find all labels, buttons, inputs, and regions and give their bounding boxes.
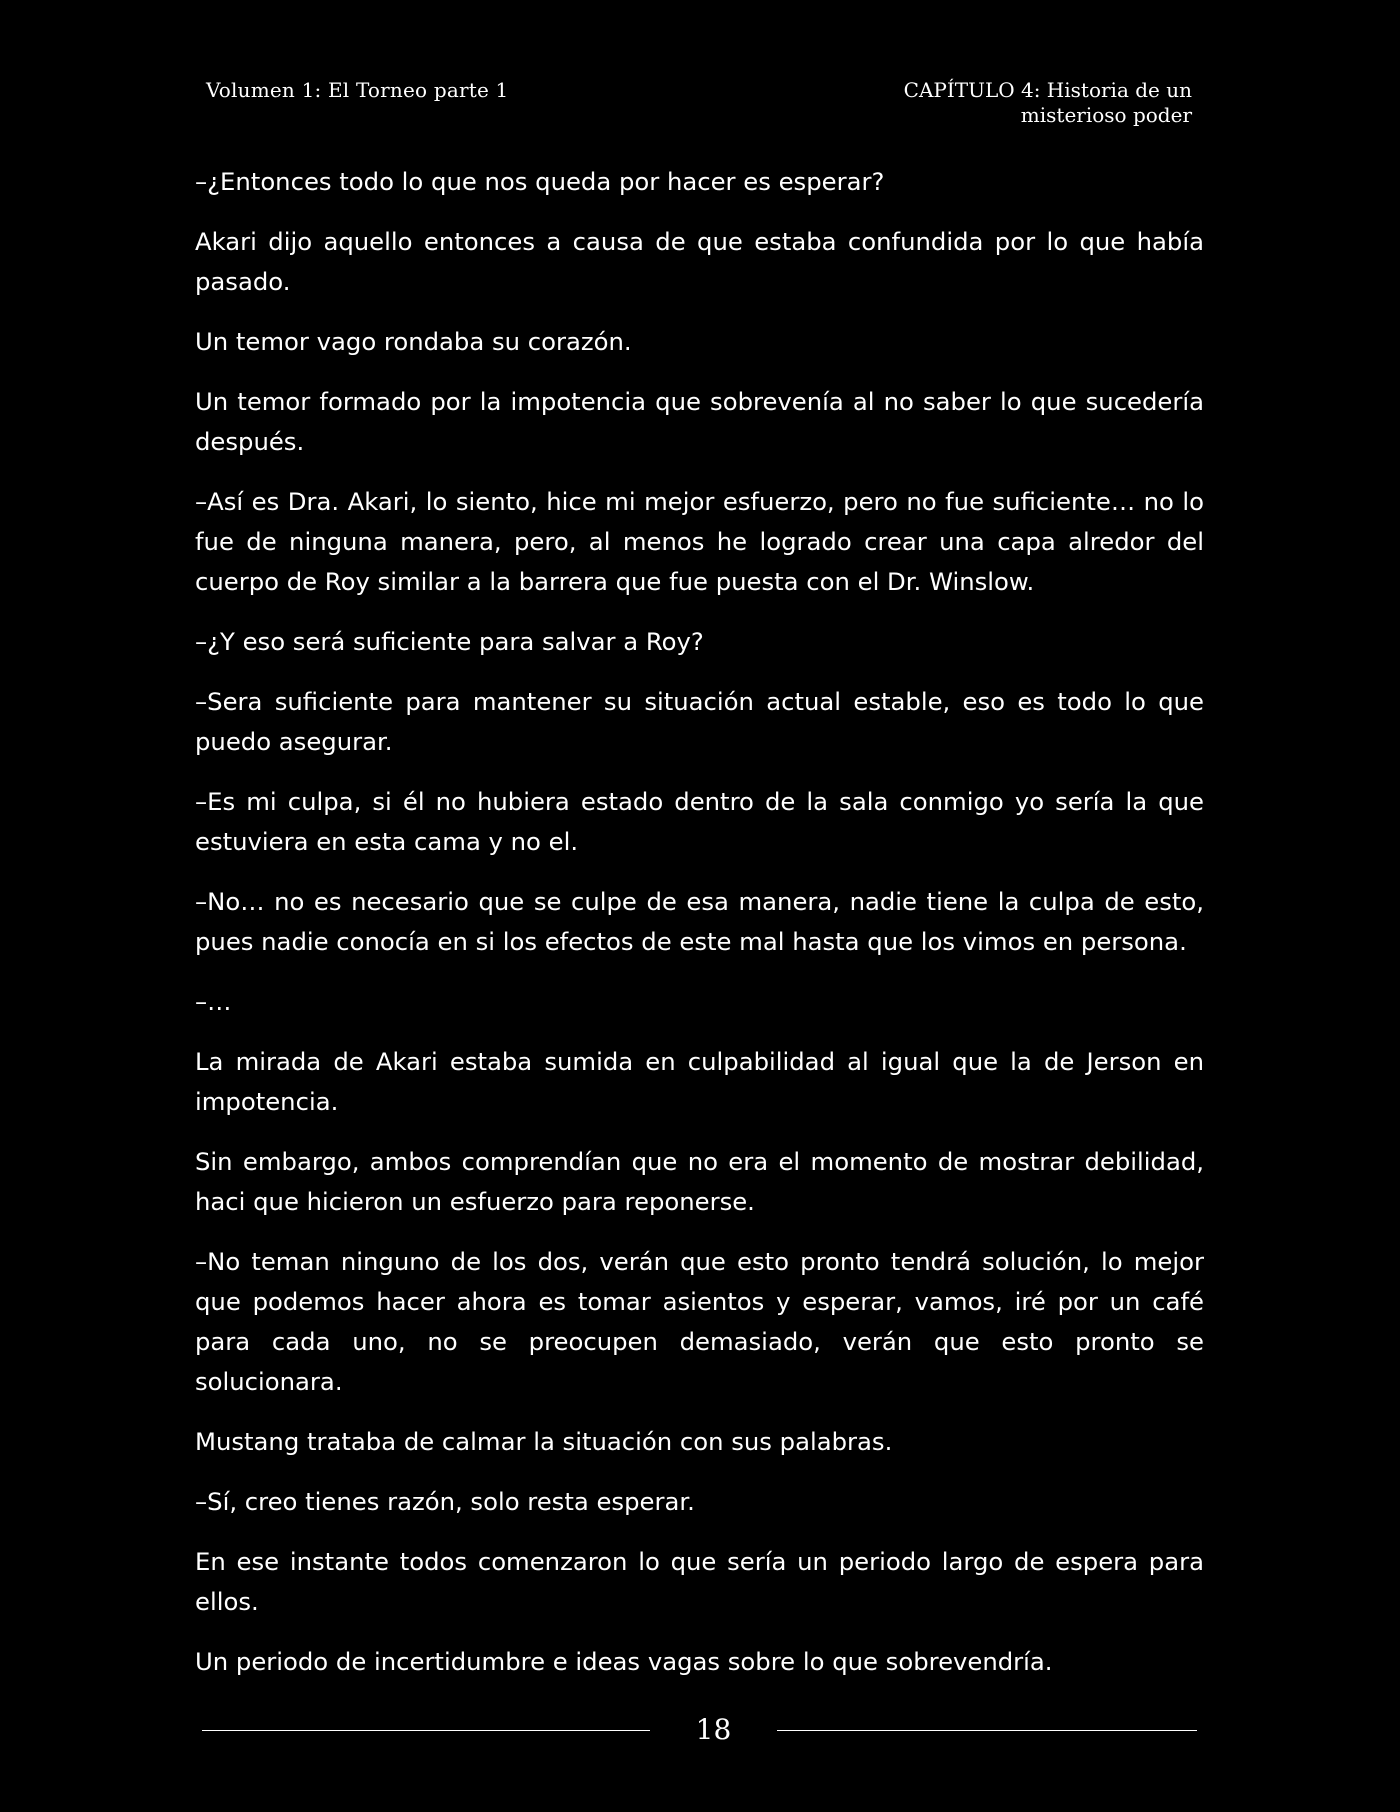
paragraph: Akari dijo aquello entonces a causa de que estaba confundida por lo que había pasado.: [195, 227, 1204, 296]
paragraph: Mustang trataba de calmar la situación con sus palabras.: [195, 1427, 893, 1456]
paragraph: –¿Y eso será suficiente para salvar a Roy?: [195, 627, 704, 656]
paragraph: Un temor formado por la impotencia que sobrevenía al no saber lo que sucedería después.: [195, 387, 1204, 456]
page-footer: [202, 1710, 1197, 1750]
paragraph: –No… no es necesario que se culpe de esa manera, nadie tiene la culpa de esto, pues nadie conocía en si los efectos de este mal hasta que los vimos en persona.: [195, 887, 1204, 956]
footer-rule-right: [777, 1730, 1197, 1731]
volume-title: Volumen 1: El Torneo parte 1: [206, 78, 509, 102]
chapter-title: [852, 78, 1192, 128]
paragraph: Sin embargo, ambos comprendían que no era el momento de mostrar debilidad, haci que hicieron un esfuerzo para reponerse.: [195, 1147, 1204, 1216]
paragraph: –¿Entonces todo lo que nos queda por hacer es esperar?: [195, 167, 885, 196]
chapter-title-line-1: CAPÍTULO 4: Historia de un: [903, 78, 1192, 102]
paragraph: La mirada de Akari estaba sumida en culpabilidad al igual que la de Jerson en impotencia.: [195, 1047, 1204, 1116]
paragraph: Un periodo de incertidumbre e ideas vagas sobre lo que sobrevendría.: [195, 1647, 1053, 1676]
paragraph: –Sí, creo tienes razón, solo resta esperar.: [195, 1487, 695, 1516]
page-number: 18: [695, 1713, 732, 1746]
footer-rule-left: [202, 1730, 650, 1731]
paragraph: –Es mi culpa, si él no hubiera estado dentro de la sala conmigo yo sería la que estuviera en esta cama y no el.: [195, 787, 1204, 856]
paragraph: Un temor vago rondaba su corazón.: [195, 327, 632, 356]
paragraph: –No teman ninguno de los dos, verán que esto pronto tendrá solución, lo mejor que podemos hacer ahora es tomar asientos y esperar, vamos, iré por un café para cada uno, no se preocupen demasiado, verán que esto pronto se solucionara.: [195, 1247, 1204, 1396]
paragraph: –…: [195, 987, 232, 1016]
paragraph: –Así es Dra. Akari, lo siento, hice mi mejor esfuerzo, pero no fue suficiente… no lo fue de ninguna manera, pero, al menos he logrado crear una capa alredor del cuerpo de Roy similar a la barrera que fue puesta con el Dr. Winslow.: [195, 487, 1204, 596]
paragraph: En ese instante todos comenzaron lo que sería un periodo largo de espera para ellos.: [195, 1547, 1204, 1616]
paragraph: –Sera suficiente para mantener su situación actual estable, eso es todo lo que puedo asegurar.: [195, 687, 1204, 756]
page-body: [195, 162, 1204, 1702]
chapter-title-line-2: misterioso poder: [1020, 103, 1192, 127]
